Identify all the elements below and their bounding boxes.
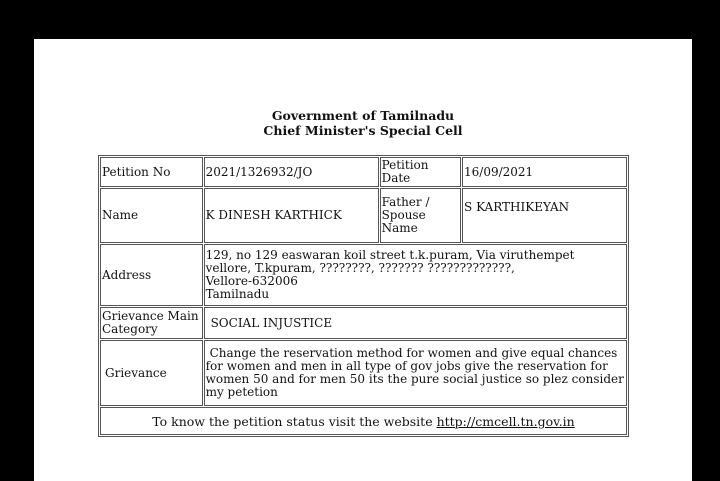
table-row <box>100 157 627 187</box>
grievance-value: Change the reservation method for women and give equal chances for women and men in all type of gov jobs give the reservation for women 50 and for men 50 its the pure social justice so plez consider my petetion <box>204 340 627 406</box>
name-value: K DINESH KARTHICK <box>204 188 379 243</box>
petition-no-value: 2021/1326932/JO <box>204 157 379 187</box>
category-label: Grievance Main Category <box>100 307 203 339</box>
status-footer <box>100 407 627 435</box>
father-label: Father / Spouse Name <box>380 188 461 243</box>
address-value <box>204 244 627 306</box>
category-value: SOCIAL INJUSTICE <box>204 307 627 339</box>
address-line: Tamilnadu <box>205 287 270 301</box>
table-row <box>100 244 627 306</box>
grievance-label: Grievance <box>100 340 203 406</box>
petition-no-label: Petition No <box>100 157 203 187</box>
name-label: Name <box>100 188 203 243</box>
document-page <box>34 39 692 481</box>
table-row <box>100 407 627 435</box>
table-row <box>100 340 627 406</box>
petition-date-value: 16/09/2021 <box>462 157 627 187</box>
heading-government: Government of Tamilnadu <box>271 108 455 123</box>
heading-cell: Chief Minister's Special Cell <box>263 123 463 138</box>
petition-date-label: Petition Date <box>380 157 461 187</box>
petition-table <box>98 155 629 437</box>
address-line: 129, no 129 easwaran koil street t.k.puram, Via viruthempet <box>205 248 575 262</box>
address-label: Address <box>100 244 203 306</box>
father-value: S KARTHIKEYAN <box>462 188 627 243</box>
table-row <box>100 188 627 243</box>
address-line: vellore, T.kpuram, ????????, ??????? ?????????????, <box>205 261 515 275</box>
document-heading <box>34 108 692 138</box>
address-line: Vellore-632006 <box>205 274 298 288</box>
website-link[interactable]: http://cmcell.tn.gov.in <box>436 413 575 429</box>
footer-text: To know the petition status visit the website <box>152 413 433 429</box>
table-row <box>100 307 627 339</box>
